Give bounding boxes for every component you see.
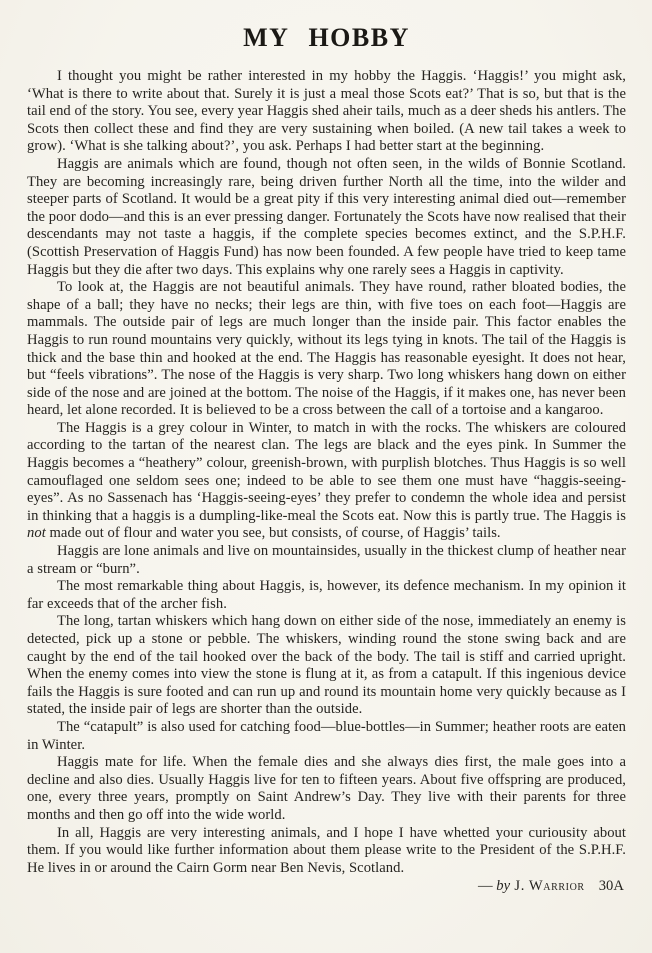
paragraph-habitat: Haggis are lone animals and live on mountainsides, usually in the thickest clump of heather near a stream or “burn”.: [27, 543, 626, 577]
signature-line: [27, 878, 626, 896]
article-body: [27, 68, 626, 896]
page-title: MY HOBBY: [243, 23, 410, 52]
paragraph-conclusion: In all, Haggis are very interesting animals, and I hope I have whetted your curiousity about them. If you would like further information about them please write to the President of the S.P.H.F. He lives in or around the Cairn Gorm near Ben Nevis, Scotland.: [27, 824, 626, 876]
paragraph-life-cycle: Haggis mate for life. When the female dies and she always dies first, the male goes into a decline and also dies. Usually Haggis live for ten to fifteen years. About five offspring are produced, one, every three years, promptly on Saint Andrew’s Day. They live with their parents for three months and then go off into the wide world.: [27, 754, 626, 823]
emphasized-word-not: not: [27, 525, 46, 542]
paragraph-appearance: To look at, the Haggis are not beautiful animals. They have round, rather bloated bodies, the shape of a ball; they have no necks; their legs are thin, with five toes on each foot—Haggis are mammals. The outside pair of legs are much longer than the inside pair. This factor enables the Haggis to run round mountains very quickly, without its legs tying in knots. The tail of the Haggis is thick and the base thin and hooked at the end. The Haggis has reasonable eyesight. It does not hear, but “feels vibrations”. The nose of the Haggis is very sharp. Two long whiskers hang down on either side of the nose and are joined at the bottom. The noise of the Haggis, if it makes one, has never been heard, let alone recorded. It is believed to be a cross between the call of a tortoise and a kangaroo.: [27, 279, 626, 419]
paragraph-catapult-food: The “catapult” is also used for catching food—blue-bottles—in Summer; heather roots are eaten in Winter.: [27, 718, 626, 753]
signature-class-tag: 30A: [598, 878, 624, 895]
paragraph-colouring: [27, 420, 626, 543]
paragraph-defence-intro: The most remarkable thing about Haggis, is, however, its defence mechanism. In my opinion it far exceeds that of the archer fish.: [27, 578, 626, 612]
paragraph-text: made out of flour and water you see, but consists, of course, of Haggis’ tails.: [45, 525, 501, 542]
paragraph-text: The Haggis is a grey colour in Winter, to match in with the rocks. The whiskers are coloured according to the tartan of the nearest clan. The legs are black and the eyes pink. In Summer the Haggis becomes a “heathery” colour, greenish-brown, with purplish blotches. Thus Haggis is so well camouflaged one seldom sees one; indeed to be able to see them one must have “haggis-seeing-eyes”. As no Sassenach has ‘Haggis-seeing-eyes’ they prefer to condemn the whole idea and persist in thinking that a haggis is a dumpling-like-meal the Scots eat. Now this is partly true. The Haggis is: [27, 419, 626, 524]
paragraph-defence-mechanism: The long, tartan whiskers which hang down on either side of the nose, immediately an enemy is detected, pick up a stone or pebble. The whiskers, winding round the stone swing back and are caught by the end of the tail hooked over the back of the body. The tail is stiff and carried upright. When the enemy comes into view the stone is flung at it, as from a catapult. If this ingenious device fails the Haggis is sure footed and can run up and round its mountain home very quickly because as I stated, the inside pair of legs are shorter than the outside.: [27, 613, 626, 718]
paragraph-intro: I thought you might be rather interested in my hobby the Haggis. ‘Haggis!’ you might ask, ‘What is there to write about that. Surely it is just a meal those Scots eat?’ That is so, but that is the tail end of the story. You see, every year Haggis shed aheir tails, much as a deer sheds his antlers. The Scots then collect these and find they are very sustaining when boiled. (A new tail takes a week to grow). ‘What is she talking about?’, you ask. Perhaps I had better start at the beginning.: [27, 68, 626, 155]
signature-dash: —: [477, 878, 497, 895]
paragraph-where-found: Haggis are animals which are found, though not often seen, in the wilds of Bonnie Scotland. They are becoming increasingly rare, being driven further North all the time, into the wilder and steeper parts of Scotland. It would be a great pity if this very interesting animal died out—remember the poor dodo—and this is an ever pressing danger. Fortunately the Scots have now realised that their descendants may not taste a haggis, if the complete species becomes extinct, and the S.P.H.F. (Scottish Preservation of Haggis Fund) has now been founded. A few people have tried to keep tame Haggis but they die after two days. This explains why one rarely sees a Haggis in captivity.: [27, 155, 626, 278]
signature-author: J. Warrior: [510, 878, 585, 895]
signature-by: by: [496, 878, 511, 895]
